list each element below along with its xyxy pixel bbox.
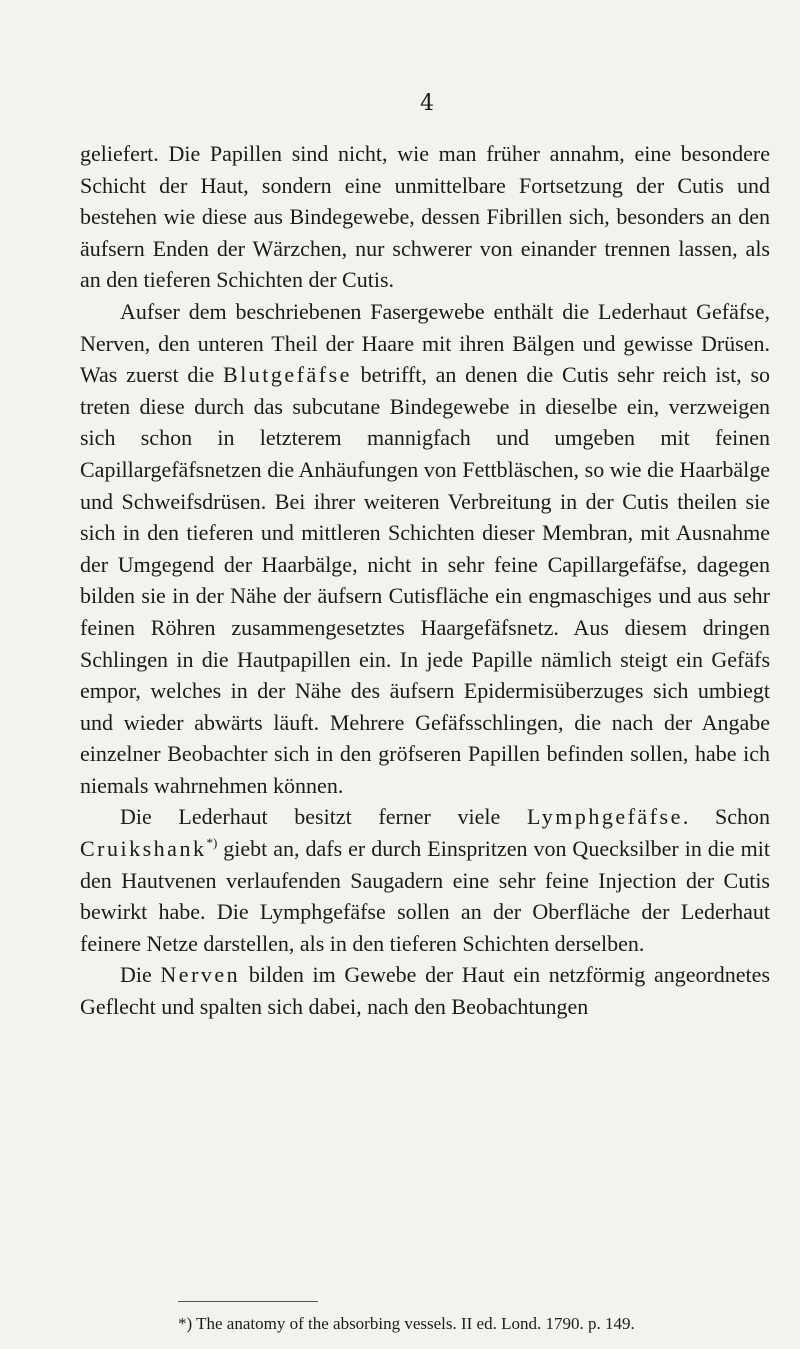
paragraph-text: giebt an, dafs er durch Einspritzen von Quecksilber in die mit den Hautvenen verlaufenden Saugadern eine sehr feine Injection der Cutis bewirkt habe. Die Lymphgefäfse sollen an der Oberfläche der Lederhaut feinere Netze darstellen, als in den tieferen Schichten derselben. xyxy=(80,836,770,956)
spaced-term-lymphgefaesse: Lymphgefäfse xyxy=(526,804,683,830)
body-text xyxy=(80,138,770,1023)
footnote-text: The anatomy of the absorbing vessels. II ed. Lond. 1790. p. 149. xyxy=(196,1314,635,1333)
paragraph-text: Aufser dem beschriebenen Fasergewebe enthält die Lederhaut Gefäfse, Nerven, den unteren Theil der Haare mit ihren Bälgen und gewisse Drüsen. Was zuerst die xyxy=(80,298,770,388)
footnote xyxy=(178,1314,778,1334)
footnote-divider xyxy=(178,1301,318,1302)
paragraph-text: . Schon xyxy=(682,804,771,830)
paragraph-2 xyxy=(80,296,770,802)
paragraph-text: bilden im Gewebe der Haut ein netzförmig angeordnetes Geflecht und spalten sich dabei, nach den Beobachtungen xyxy=(80,962,771,1020)
paragraph-text: Die Lederhaut besitzt ferner viele xyxy=(120,804,527,830)
footnote-marker: *) xyxy=(178,1314,193,1333)
paragraph-text: Die xyxy=(120,962,161,988)
spaced-name-cruikshank: Cruikshank xyxy=(80,836,207,862)
spaced-term-blutgefaesse: Blutgefäfse xyxy=(223,362,352,388)
paragraph-1 xyxy=(80,138,770,296)
paragraph-text: betrifft, an denen die Cutis sehr reich ist, so treten diese durch das subcutane Bindegewebe in dieselbe ein, verzweigen sich schon in letzterem mannigfach und umgeben mit feinen Capillargefäfsnetzen die Anhäufungen von Fettbläschen, so wie die Haarbälge und Schweifsdrüsen. Bei ihrer weiteren Verbreitung in der Cutis theilen sie sich in den tieferen und mittleren Schichten dieser Membran, mit Ausnahme der Umgegend der Haarbälge, nicht in sehr feine Capillargefäfse, dagegen bilden sie in der Nähe der äufsern Cutisfläche ein engmaschiges und aus sehr feinen Röhren zusammengesetztes Haargefäfsnetz. Aus diesem dringen Schlingen in die Hautpapillen ein. In jede Papille nämlich steigt ein Gefäfs empor, welches in der Nähe des äufsern Epidermisüberzuges sich umbiegt und wieder abwärts läuft. Mehrere Gefäfsschlingen, die nach der Angabe einzelner Beobachter sich in den gröfseren Papillen befinden sollen, habe ich niemals wahrnehmen können. xyxy=(80,362,770,798)
spaced-term-nerven: Nerven xyxy=(160,962,241,988)
page-number: 4 xyxy=(420,91,434,116)
paragraph-4 xyxy=(80,959,770,1022)
paragraph-3 xyxy=(80,801,770,959)
paragraph-text: geliefert. Die Papillen sind nicht, wie man früher annahm, eine besondere Schicht der Haut, sondern eine unmittelbare Fortsetzung der Cutis und bestehen wie diese aus Bindegewebe, dessen Fibrillen sich, besonders an den äufsern Enden der Wärzchen, nur schwerer von einander trennen lassen, als an den tieferen Schichten der Cutis. xyxy=(80,141,770,293)
footnote-reference: *) xyxy=(206,835,218,851)
